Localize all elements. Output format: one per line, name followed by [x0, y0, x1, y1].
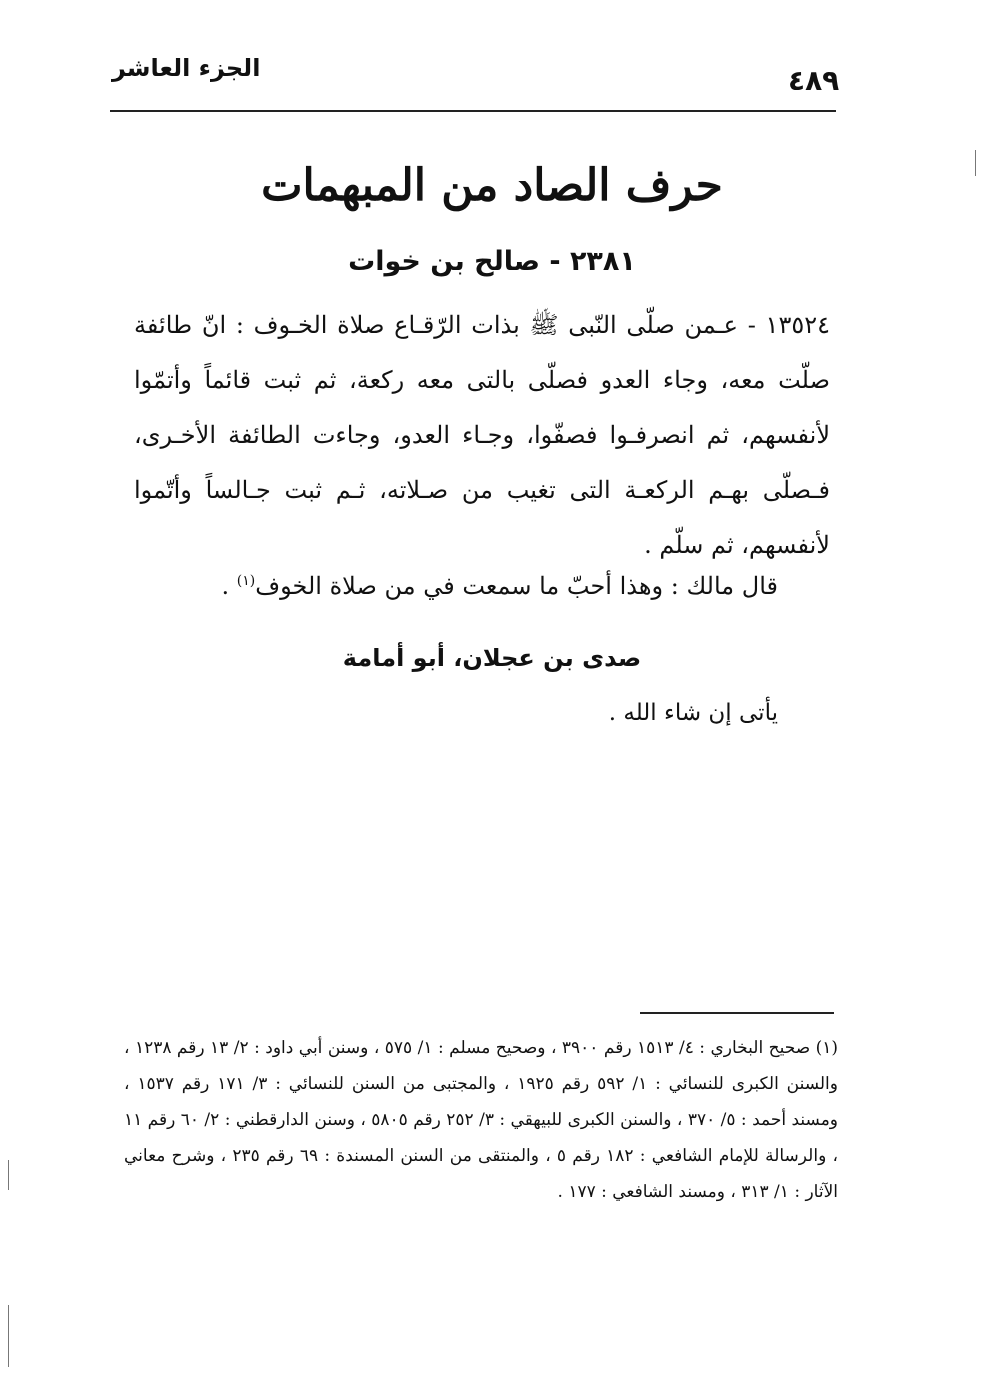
running-head: الجزء العاشر	[112, 54, 261, 82]
malik-quote-end: .	[221, 572, 237, 600]
forthcoming-note: يأتى إن شاء الله .	[608, 700, 778, 726]
footnote-marker: (١)	[236, 573, 256, 589]
footnote: (١) صحيح البخاري : ٤/ ١٥١٣ رقم ٣٩٠٠ ، وصحيح مسلم : ١/ ٥٧٥ ، وسنن أبي داود : ٢/ ١٣ رقم ١٢٣٨ ، والسنن الكبرى للنسائي : ١/ ٥٩٢ رقم ١٩٢٥ ، والمجتبى من السنن للنسائي : ٣/ ١٧١ رقم ١٥٣٧ ، ومسند أحمد : ٥/ ٣٧٠ ، والسنن الكبرى للبيهقي : ٣/ ٢٥٢ رقم ٥٨٠٥ ، وسنن الدارقطني : ٢/ ٦٠ رقم ١١ ، والرسالة للإمام الشافعي : ١٨٢ رقم ٥ ، والمنتقى من السنن المسندة : ٦٩ رقم ٢٣٥ ، وشرح معاني الآثار : ١/ ٣١٣ ، ومسند الشافعي : ١٧٧ .	[124, 1038, 839, 1202]
scan-mark	[8, 1160, 9, 1190]
footnote-rule	[640, 1012, 834, 1014]
page-number: ٤٨٩	[788, 64, 840, 97]
hadith-text: ١٣٥٢٤ - عـمن صلّى النّبى ﷺ بذات الرّقـاع صلاة الخـوف : انّ طائفة صلّت معه، وجاء العدو فصلّى بالتى معه ركعة، ثم ثبت قائماً وأتمّوا لأنفسهم، ثم انصرفـوا فصفّوا، وجـاء العدو، وجاءت الطائفة الأخـرى، فـصلّى بهـم الركعـة التى تغيب من صـلاته، ثـم ثبت جـالساً وأتّموا لأنفسهم، ثم سلّم .	[134, 311, 830, 559]
scan-mark	[8, 1305, 9, 1367]
malik-quote-text: قال مالك : وهذا أحبّ ما سمعت في من صلاة الخوف	[255, 572, 778, 600]
section-title: حرف الصاد من المبهمات	[261, 160, 723, 211]
sub-heading: صدى بن عجلان، أبو أمامة	[342, 644, 642, 672]
scan-mark	[975, 150, 976, 176]
malik-quote	[134, 572, 778, 600]
header-rule	[110, 110, 836, 112]
entry-heading: ٢٣٨١ - صالح بن خوات	[348, 246, 636, 277]
